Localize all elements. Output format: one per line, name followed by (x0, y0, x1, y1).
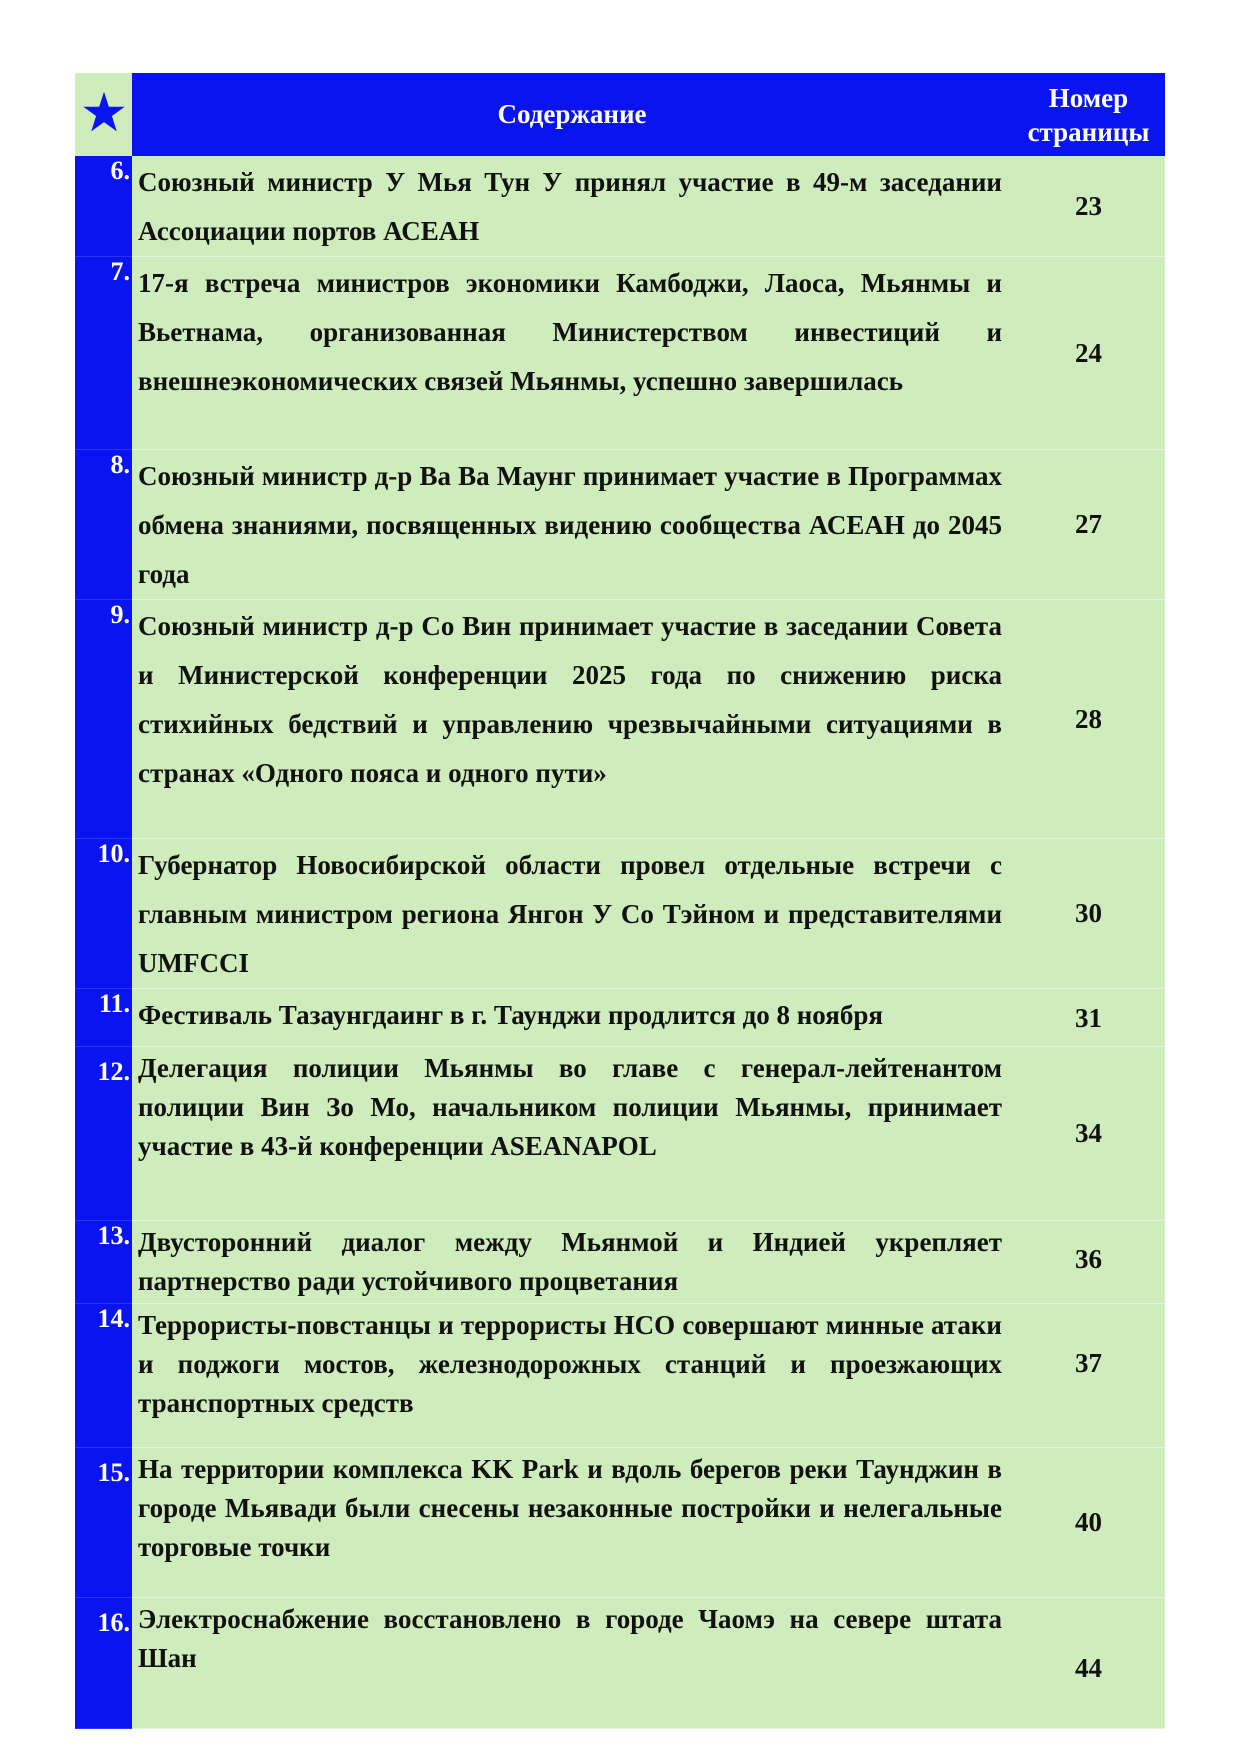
page-number-heading-line1: Номер (1048, 82, 1129, 113)
entry-title[interactable]: Двусторонний диалог между Мьянмой и Индией укрепляет партнерство ради устойчивого процветания (132, 1221, 1012, 1304)
entry-number: 6. (75, 156, 132, 257)
table-row (75, 1448, 1165, 1598)
entry-page[interactable]: 44 (1012, 1598, 1165, 1729)
entry-number: 10. (75, 839, 132, 989)
entry-number: 14. (75, 1304, 132, 1448)
entry-title[interactable]: На территории комплекса KK Park и вдоль берегов реки Таунджин в городе Мьявади были снесены незаконные постройки и нелегальные торговые точки (132, 1448, 1012, 1598)
entry-title[interactable]: Электроснабжение восстановлено в городе Чаомэ на севере штата Шан (132, 1598, 1012, 1729)
page-number-heading-line2: страницы (1027, 116, 1150, 147)
entry-page[interactable]: 24 (1012, 257, 1165, 450)
table-row (75, 1598, 1165, 1729)
table-row (75, 450, 1165, 600)
table-row (75, 600, 1165, 839)
entry-number: 15. (75, 1448, 132, 1598)
entry-title[interactable]: Союзный министр У Мья Тун У принял участие в 49-м заседании Ассоциации портов АСЕАН (132, 156, 1012, 257)
entry-title[interactable]: Делегация полиции Мьянмы во главе с генерал-лейтенантом полиции Вин Зо Мо, начальником полиции Мьянмы, принимает участие в 43-й конференции ASEANAPOL (132, 1047, 1012, 1221)
entry-page[interactable]: 34 (1012, 1047, 1165, 1221)
entry-number: 7. (75, 257, 132, 450)
entry-page[interactable]: 31 (1012, 989, 1165, 1047)
entry-title[interactable]: Фестиваль Тазаунгдаинг в г. Таунджи продлится до 8 ноября (132, 989, 1012, 1047)
entry-page[interactable]: 36 (1012, 1221, 1165, 1304)
content-heading: Содержание (132, 73, 1012, 156)
table-row (75, 1047, 1165, 1221)
page-number-heading (1012, 73, 1165, 156)
entry-title[interactable]: Союзный министр д-р Со Вин принимает участие в заседании Совета и Министерской конференции 2025 года по снижению риска стихийных бедствий и управлению чрезвычайными ситуациями в странах «Одного пояса и одного пути» (132, 600, 1012, 839)
table-row (75, 839, 1165, 989)
entry-number: 12. (75, 1047, 132, 1221)
table-of-contents (75, 73, 1165, 1729)
table-row (75, 989, 1165, 1047)
entry-page[interactable]: 40 (1012, 1448, 1165, 1598)
star-cell (75, 73, 132, 156)
entry-number: 8. (75, 450, 132, 600)
entry-number: 13. (75, 1221, 132, 1304)
entry-page[interactable]: 23 (1012, 156, 1165, 257)
star-icon (82, 90, 126, 134)
entry-page[interactable]: 30 (1012, 839, 1165, 989)
table-row (75, 156, 1165, 257)
entry-title[interactable]: 17-я встреча министров экономики Камбоджи, Лаоса, Мьянмы и Вьетнама, организованная Министерством инвестиций и внешнеэкономических связей Мьянмы, успешно завершилась (132, 257, 1012, 450)
entry-title[interactable]: Губернатор Новосибирской области провел отдельные встречи с главным министром региона Янгон У Со Тэйном и представителями UMFCCI (132, 839, 1012, 989)
entry-number: 16. (75, 1598, 132, 1729)
toc-header-row (75, 73, 1165, 156)
entry-page[interactable]: 28 (1012, 600, 1165, 839)
entry-title[interactable]: Террористы-повстанцы и террористы НСО совершают минные атаки и поджоги мостов, железнодорожных станций и проезжающих транспортных средств (132, 1304, 1012, 1448)
entry-page[interactable]: 37 (1012, 1304, 1165, 1448)
entry-number: 11. (75, 989, 132, 1047)
entry-number: 9. (75, 600, 132, 839)
entry-title[interactable]: Союзный министр д-р Ва Ва Маунг принимает участие в Программах обмена знаниями, посвященных видению сообщества АСЕАН до 2045 года (132, 450, 1012, 600)
table-row (75, 257, 1165, 450)
table-row (75, 1304, 1165, 1448)
table-row (75, 1221, 1165, 1304)
entry-page[interactable]: 27 (1012, 450, 1165, 600)
